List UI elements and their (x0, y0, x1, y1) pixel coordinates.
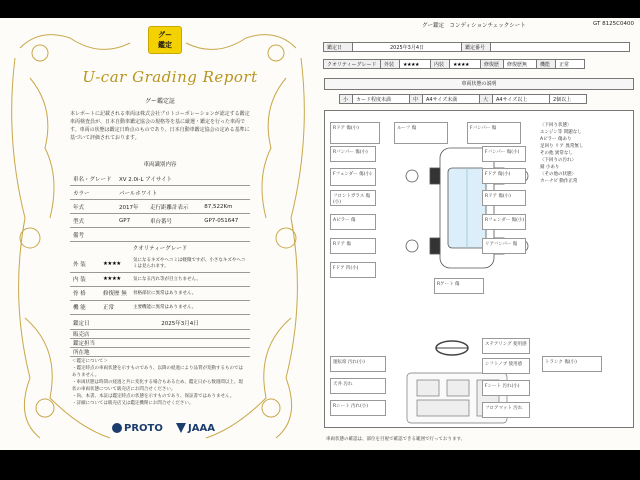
jaaa-logo (176, 423, 215, 434)
part-callout (330, 146, 376, 162)
part-callout (330, 400, 386, 416)
appraisal-date-label: 鑑定日 (323, 42, 353, 52)
date-row-label: 鑑定担当 (70, 339, 110, 348)
table-row (70, 330, 250, 339)
legend-title: 車両状態の説明 (324, 78, 634, 90)
note-item: ・詳細については販売店又は鑑定機関にお問合せください。 (72, 401, 194, 406)
note-line: カーナビ 動作正常 (540, 179, 578, 184)
part-callout (542, 356, 602, 372)
table-row (70, 256, 250, 272)
note-line: 〈その他の状態〉 (540, 172, 576, 177)
note-line: エンジン等 問題なし (540, 130, 582, 135)
legend-small: 小 (339, 94, 353, 104)
part-label: シフトノブ 使用感 (485, 362, 523, 367)
date-row-value: 2025年3月4日 (110, 316, 250, 330)
document-sheet (0, 18, 640, 450)
condition-check-sheet (322, 18, 636, 450)
vehicle-info-table (70, 172, 250, 242)
date-row-label: 鑑定日 (70, 316, 110, 330)
table-row (70, 348, 250, 357)
cert-number-value (490, 42, 630, 52)
notes-title: ＜鑑定について＞ (72, 359, 108, 364)
table-row (70, 339, 250, 348)
part-label: Rゲート 傷 (437, 282, 460, 287)
sheet-title: グー鑑定 コンディションチェックシート (422, 23, 526, 29)
vehicle-row-label: 車台番号 (147, 214, 201, 228)
quality-row-label: 外 装 (70, 256, 100, 272)
part-label: Fフェンダー 傷(小) (333, 172, 372, 177)
table-row (70, 172, 250, 186)
appraisal-date-value: 2025年3月4日 (352, 42, 462, 52)
part-callout (482, 358, 530, 374)
part-callout (482, 380, 530, 396)
part-label: Fバンパー 傷 (470, 126, 497, 131)
legend-medium: 中 (409, 94, 423, 104)
vehicle-row-value: 2017年 (116, 200, 147, 214)
vehicle-row-label: 年式 (70, 200, 116, 214)
note-line: その他 異常なし (540, 151, 573, 156)
table-row (70, 316, 250, 330)
car-interior-diagram (402, 368, 512, 428)
part-callout (330, 238, 376, 254)
legend-row (340, 94, 587, 104)
vehicle-row-label: 型式 (70, 214, 116, 228)
part-callout (330, 122, 380, 144)
quality-grade-table (70, 256, 250, 315)
quality-row-label: 機 能 (70, 300, 100, 314)
vehicle-row-label: 車名・グレード (70, 172, 116, 186)
exterior-label: 外装 (380, 59, 400, 69)
part-callout (434, 278, 484, 294)
grading-report-certificate (0, 18, 316, 450)
appraisal-date-table (70, 316, 250, 357)
part-callout (482, 338, 530, 354)
note-line: 〈下回り状態〉 (540, 123, 572, 128)
legend-large: 大 (479, 94, 493, 104)
exterior-stars: ★★★★ (399, 59, 431, 69)
part-callout (330, 262, 376, 278)
part-label: ステアリング 使用感 (485, 342, 527, 347)
table-row (70, 286, 250, 300)
appraisal-notes (72, 358, 244, 407)
interior-label: 内装 (430, 59, 450, 69)
legend-extra: 2個以上 (549, 94, 587, 104)
part-label: リアバンパー 傷 (485, 242, 518, 247)
report-intro: 本レポートに記載される車両は株式会社プロトコーポレーションが認定する鑑定車両検査員が、日本自動車鑑定協会の規格等を基に厳選・鑑定を行った車両です。車両の状態は鑑定日時点のものであり、日本自動車鑑定協会の定める基準に基づいて評価されております。 (70, 111, 250, 141)
table-row (70, 272, 250, 286)
part-label: 運転席 汚れ(小) (333, 360, 365, 365)
quality-row-comment: 主要機能に異常はありません。 (130, 300, 250, 314)
quality-row-stars: ★★★★ (100, 272, 130, 286)
legend-large-desc: A4サイズ以上 (492, 94, 550, 104)
part-callout (482, 238, 526, 254)
vehicle-row-value: 87,522Km (201, 200, 250, 214)
part-callout (330, 378, 386, 394)
part-callout (482, 190, 526, 206)
table-row (70, 186, 250, 200)
part-label: Fバンパー 傷(小) (485, 150, 520, 155)
cert-number-label: 鑑定番号 (461, 42, 491, 52)
quality-row-comment: 気になる汚れ等が目立ちません。 (130, 272, 250, 286)
part-callout (467, 122, 521, 144)
part-label: Rフェンダー 傷(小) (485, 218, 525, 223)
part-label: Rバンパー 傷(小) (333, 150, 368, 155)
legend-small-desc: カード程度未満 (352, 94, 410, 104)
date-row-label: 販売店 (70, 330, 110, 339)
part-label: Rドア 傷 (333, 242, 351, 247)
note-line: 〈下回りの汚れ〉 (540, 158, 576, 163)
steering-wheel-icon (432, 338, 472, 358)
part-label: フロアマット 汚れ (485, 406, 523, 411)
part-label: フロントガラス 傷(小) (333, 194, 371, 205)
goo-kantei-logo (148, 26, 182, 54)
function-label: 機能 (536, 59, 556, 69)
part-callout (482, 146, 526, 162)
sheet-id: GT 8125C0400 (592, 21, 634, 27)
quality-section-title: クオリティーグレード (132, 246, 188, 252)
vehicle-row-value: XV 2.0i-L アイサイト (116, 172, 250, 186)
part-label: Rシート 汚れ(小) (333, 404, 369, 409)
part-callout (482, 168, 526, 184)
note-item: ・車両状態は時間の経過と共に変化する場合もあるため、鑑定日から数週間以上、現状の車両状態について販売店にお問合せください。 (72, 380, 243, 392)
part-callout (482, 214, 526, 230)
quality-row-comment: 骨格部位に異常はありません。 (130, 286, 250, 300)
function-value: 正常 (555, 59, 585, 69)
part-label: Aピラー 傷 (333, 218, 356, 223)
part-callout (330, 168, 376, 186)
interior-stars: ★★★★ (449, 59, 481, 69)
part-label: Fドア 傷(小) (485, 172, 511, 177)
part-label: Rドア 傷(小) (485, 194, 511, 199)
part-callout (482, 402, 530, 418)
part-callout (330, 214, 376, 230)
report-subtitle: グー鑑定証 (144, 98, 175, 105)
date-row-value (110, 348, 250, 357)
part-label: 天井 汚れ (333, 382, 353, 387)
repair-label: 修復歴 (480, 59, 504, 69)
note-item: ・鑑定時点の車両状態を示すものであり、以降の経過により品質が変動するものではありません。 (72, 366, 243, 378)
date-row-value (110, 339, 250, 348)
quality-grade-label: クオリティーグレード (323, 59, 381, 69)
note-line: 錆 小あり (540, 165, 560, 170)
vehicle-row-label: カラー (70, 186, 116, 200)
table-row (70, 214, 250, 228)
part-label: Fドア 凹(小) (333, 266, 359, 271)
quality-row-label: 内 装 (70, 272, 100, 286)
quality-row-stars: ★★★★ (100, 256, 130, 272)
part-label: Fシート 汚れ(小) (485, 384, 520, 389)
quality-grade-row (324, 59, 585, 69)
proto-mark-icon (112, 423, 122, 433)
date-row-value (110, 330, 250, 339)
vehicle-row-value: GP7 (116, 214, 147, 228)
vehicle-row-value: GP7-051647 (201, 214, 250, 228)
jaaa-mark-icon (176, 423, 186, 433)
quality-row-stars: 修復歴 無 (100, 286, 130, 300)
report-title: U-car Grading Report (82, 68, 258, 86)
sheet-footer: 車両状態の確認は、部位を目視で確認できる範囲で行っております。 (326, 437, 466, 442)
part-callout (330, 190, 376, 206)
table-row (70, 200, 250, 214)
part-label: Rドア 傷(小) (333, 126, 359, 131)
proto-text: PROTO (124, 423, 163, 434)
quality-row-label: 骨 格 (70, 286, 100, 300)
condition-notes (540, 122, 630, 185)
vehicle-row-label: 走行距離計表示 (147, 200, 201, 214)
note-item: ・尚、本書、本証は鑑定時点の状態を示すものであり、保証書ではありません。 (72, 394, 235, 399)
table-row (70, 228, 250, 242)
appraisal-date-row (324, 42, 630, 52)
part-label: ルーフ 傷 (397, 126, 417, 131)
legend-medium-desc: A4サイズ未満 (422, 94, 480, 104)
quality-row-stars: 正常 (100, 300, 130, 314)
part-label: トランク 傷(小) (545, 360, 577, 365)
part-callout (394, 122, 448, 144)
vehicle-row-label: 備考 (70, 228, 116, 242)
jaaa-text: JAAA (188, 423, 215, 434)
logo-text: グー 鑑定 (158, 31, 172, 49)
date-row-label: 所在地 (70, 348, 110, 357)
table-row (70, 300, 250, 314)
note-line: Aピラー 傷あり (540, 137, 572, 142)
part-callout (330, 356, 386, 372)
proto-logo (112, 423, 163, 434)
vehicle-section-title: 車両識別内容 (143, 162, 177, 168)
quality-row-comment: 気になるキズやヘコミは軽微ですが、小さなキズやヘコミは見られます。 (130, 256, 250, 272)
vehicle-row-value: パールホワイト (116, 186, 250, 200)
repair-value: 修復歴無 (503, 59, 537, 69)
note-line: 足回り リア 異常無し (540, 144, 584, 149)
vehicle-row-value (116, 228, 250, 242)
